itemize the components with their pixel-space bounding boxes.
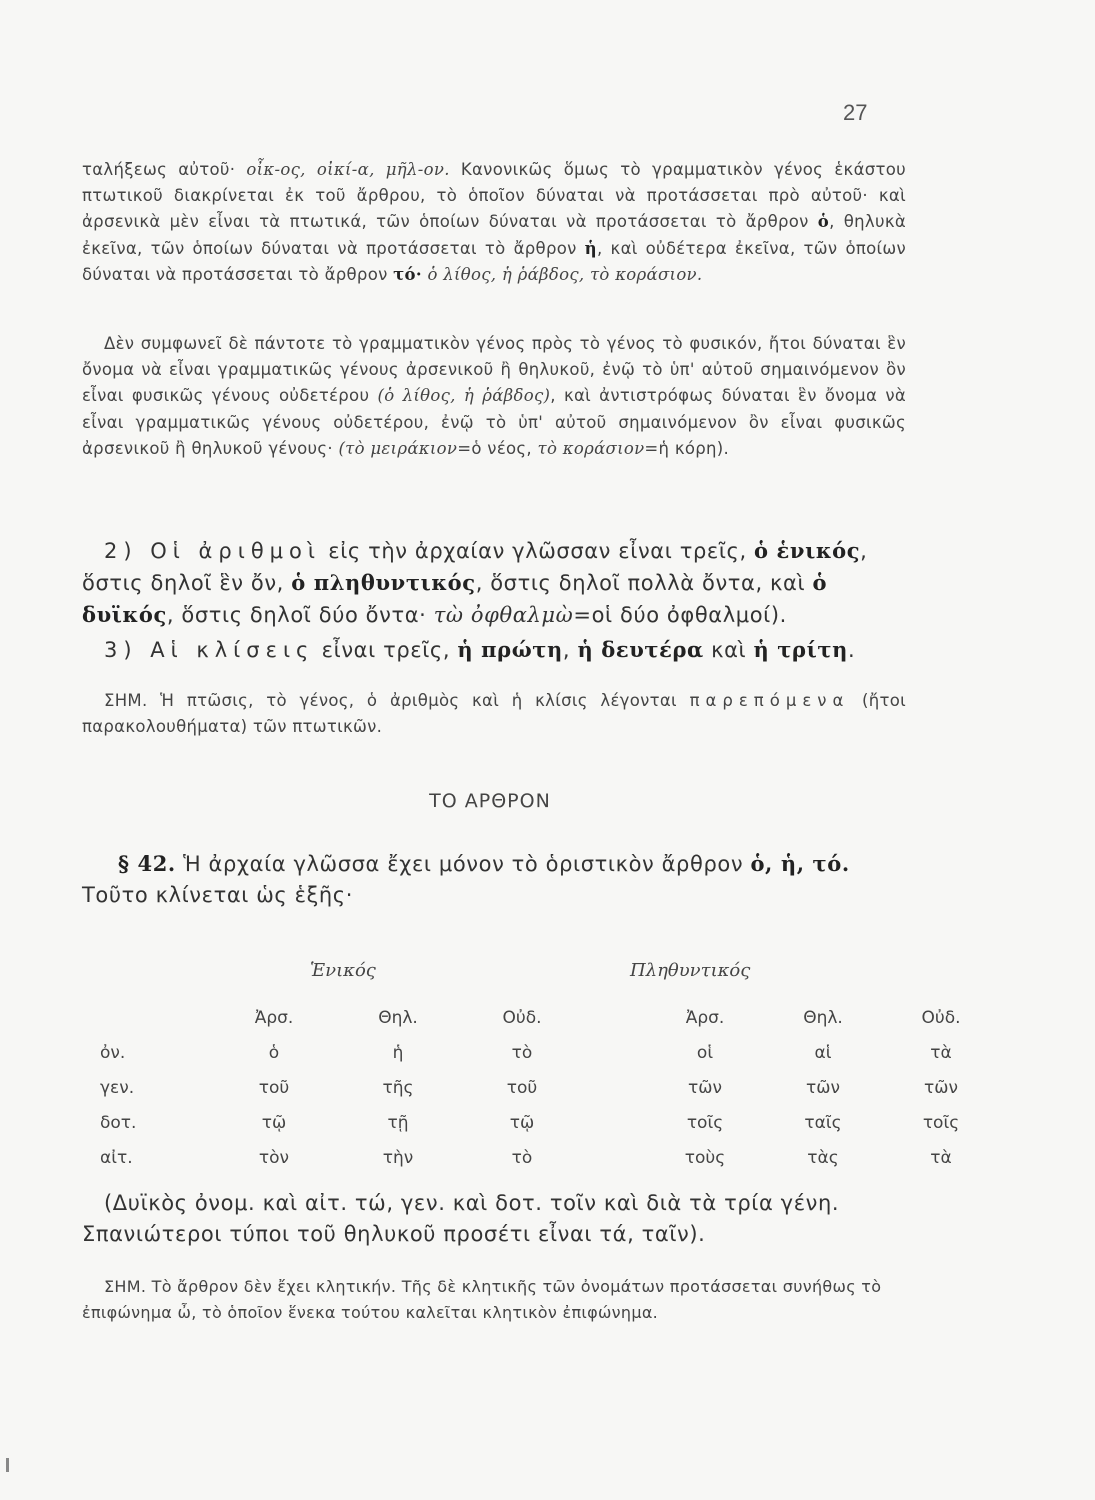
table-row (100, 1070, 1000, 1105)
note-paragraph-1: ΣΗΜ. Ἡ πτῶσις, τὸ γένος, ὁ ἀριθμὸς καὶ ἡ κλίσις λέγονται παρεπόμενα (ἤτοι παρακολουθήματα) τῶν πτωτικῶν. (82, 691, 906, 737)
table-cell: τὸ (511, 1042, 533, 1063)
intro-paragraph: ταλήξεως αὐτοῦ· οἶκ-ος, οἰκί-α, μῆλ-ον. Κανονικῶς ὅμως τὸ γραμματικὸν γένος ἑκάστου πτωτικοῦ διακρίνεται ἐκ τοῦ ἄρθρου, τὸ ὁποῖον δύναται νὰ προτάσσεται πρὸ αὐτοῦ· καὶ ἀρσενικὰ μὲν εἶναι τὰ πτωτικά, τῶν ὁποίων δύναται νὰ προτάσσεται τὸ ἄρθρον ὁ, θηλυκὰ ἐκεῖνα, τῶν ὁποίων δύναται νὰ προτάσσεται τὸ ἄρθρον ἡ, καὶ οὐδέτερα ἐκεῖνα, τῶν ὁποίων δύναται νὰ προτάσσεται τὸ ἄρθρον τό· ὁ λίθος, ἡ ῥάβδος, τὸ κοράσιον. (82, 160, 907, 284)
header-cell: Οὐδ. (921, 1007, 961, 1028)
table-cell: τῇ (387, 1112, 409, 1133)
note-paragraph-2: ΣΗΜ. Τὸ ἄρθρον δὲν ἔχει κλητικήν. Τῆς δὲ κλητικῆς τῶν ὀνομάτων προτάσσεται συνήθως τὸ ἐπιφώνημα ὦ, τὸ ὁποῖον ἕνεκα τούτου καλεῖται κλητικὸν ἐπιφώνημα. (82, 1277, 882, 1322)
case-label: δοτ. (100, 1112, 137, 1133)
table-cell: τὰς (807, 1147, 839, 1168)
table-cell: τοῖς (922, 1112, 960, 1133)
table-cell: τὰ (930, 1147, 952, 1168)
table-row (100, 1105, 1000, 1140)
table-cell: τὸ (511, 1147, 533, 1168)
gender-paragraph: Δὲν συμφωνεῖ δὲ πάντοτε τὸ γραμματικὸν γένος πρὸς τὸ γένος τὸ φυσικόν, ἤτοι δύναται ἓν ὄνομα νὰ εἶναι γραμματικῶς γένους ἀρσενικοῦ ἢ θηλυκοῦ, ἐνῷ τὸ ὑπ' αὐτοῦ σημαινόμενον ὂν εἶναι φυσικῶς γένους οὐδετέρου (ὁ λίθος, ἡ ῥάβδος), καὶ ἀντιστρόφως δύναται ἓν ὄνομα νὰ εἶναι γραμματικῶς γένους οὐδετέρου, ἐνῷ τὸ ὑπ' αὐτοῦ σημαινόμενον ὂν εἶναι φυσικῶς ἀρσενικοῦ ἢ θηλυκοῦ γένους· (τὸ μειράκιον=ὁ νέος, τὸ κοράσιον=ἡ κόρη). (82, 334, 907, 458)
table-cell: τῆς (382, 1077, 414, 1098)
plural-label: Πληθυντικός (630, 960, 751, 981)
header-cell: Ἀρσ. (254, 1007, 294, 1028)
table-cell: τοῦ (258, 1077, 290, 1098)
table-cell: τῷ (509, 1112, 535, 1133)
section-title: ΤΟ ΑΡΘΡΟΝ (429, 790, 551, 812)
table-cell: ὁ (268, 1042, 280, 1063)
page-number: 27 (843, 100, 868, 125)
table-cell: οἱ (696, 1042, 714, 1063)
table-cell: τὴν (382, 1147, 414, 1168)
case-label: αἰτ. (100, 1147, 133, 1168)
section-42-paragraph: § 42. Ἡ ἀρχαία γλῶσσα ἔχει μόνον τὸ ὁριστικὸν ἄρθρον ὁ, ἡ, τό. Τοῦτο κλίνεται ὡς ἑξῆς· (82, 851, 850, 907)
singular-label: Ἑνικός (310, 960, 376, 981)
margin-mark (6, 1458, 9, 1472)
table-cell: τῷ (261, 1112, 287, 1133)
table-row (100, 1140, 1000, 1175)
numbers-paragraph: 2) Οἱ ἀριθμοὶ εἰς τὴν ἀρχαίαν γλῶσσαν εἶναι τρεῖς, ὁ ἑνικός, ὅστις δηλοῖ ἓν ὄν, ὁ πληθυντικός, ὅστις δηλοῖ πολλὰ ὄντα, καὶ ὁ δυϊκός, ὅστις δηλοῖ δύο ὄντα· τὼ ὀφθαλμὼ=οἱ δύο ὀφθαλμοί). (82, 538, 868, 627)
header-cell: Θηλ. (803, 1007, 843, 1028)
table-cell: τῶν (688, 1077, 722, 1098)
dual-note-paragraph: (Δυϊκὸς ὀνομ. καὶ αἰτ. τώ, γεν. καὶ δοτ. τοῖν καὶ διὰ τὰ τρία γένη. Σπανιώτεροι τύποι τοῦ θηλυκοῦ προσέτι εἶναι τά, ταῖν). (82, 1191, 840, 1246)
header-cell (100, 1000, 212, 1035)
table-row (100, 1035, 1000, 1070)
table-cell: τὸν (258, 1147, 290, 1168)
header-cell: Οὐδ. (502, 1007, 542, 1028)
table-cell: τῶν (806, 1077, 840, 1098)
article-declension-table (100, 1000, 1000, 1175)
table-cell: αἱ (814, 1042, 832, 1063)
case-label: γεν. (100, 1077, 135, 1098)
table-cell: τοὺς (684, 1147, 726, 1168)
table-cell: τῶν (924, 1077, 958, 1098)
table-header-row (100, 1000, 1000, 1035)
header-cell: Ἀρσ. (685, 1007, 725, 1028)
table-cell: ἡ (392, 1042, 404, 1063)
case-label: ὀν. (100, 1042, 126, 1063)
cases-paragraph: 3) Αἱ κλίσεις εἶναι τρεῖς, ἡ πρώτη, ἡ δευτέρα καὶ ἡ τρίτη. (104, 637, 856, 662)
header-cell: Θηλ. (378, 1007, 418, 1028)
table-cell: τοῖς (686, 1112, 724, 1133)
table-cell: τὰ (930, 1042, 952, 1063)
table-cell: τοῦ (506, 1077, 538, 1098)
table-cell: ταῖς (804, 1112, 842, 1133)
